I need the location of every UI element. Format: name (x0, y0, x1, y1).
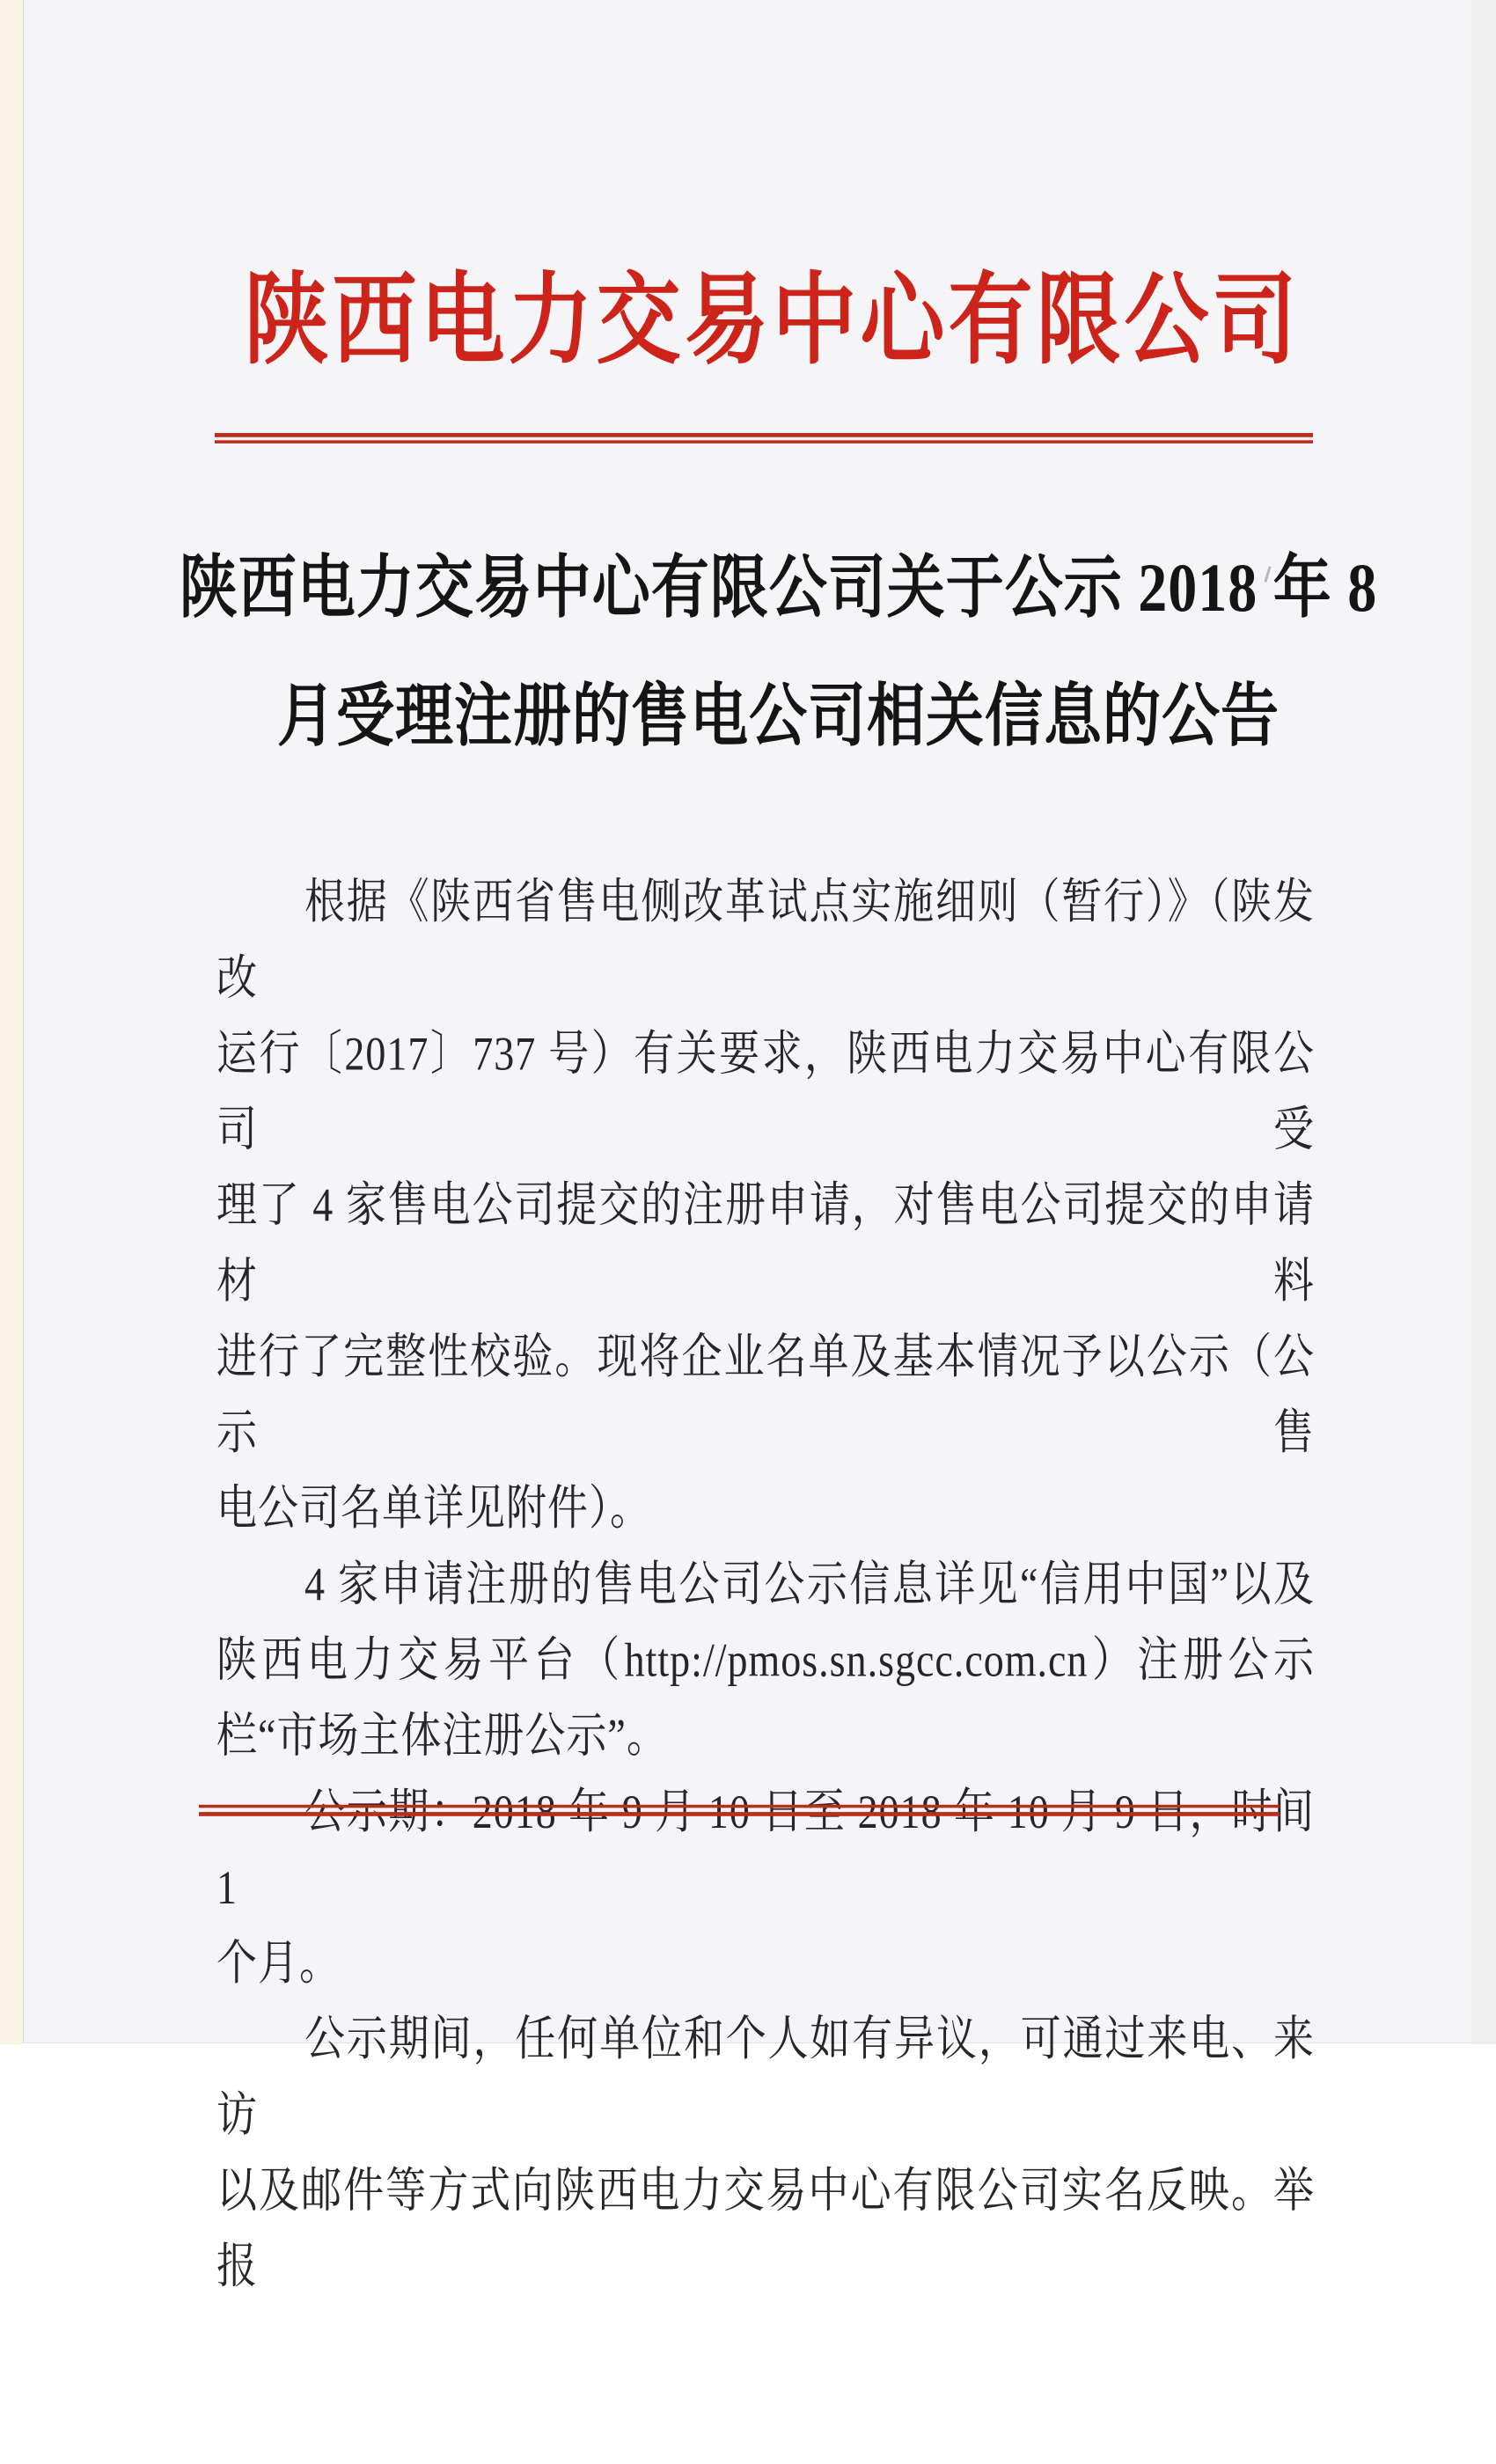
title-line-2: 月受理注册的售电公司相关信息的公告 (277, 678, 1280, 755)
body-line: 电公司名单详见附件）。 (216, 1481, 651, 1536)
body-line: 陕西电力交易平台（http://pmos.sn.sgcc.com.cn）注册公示 (216, 1633, 1315, 1687)
body-line: 以及邮件等方式向陕西电力交易中心有限公司实名反映。举报 (216, 2164, 1315, 2293)
page-content (24, 0, 1471, 2293)
scanner-margin-right (1471, 0, 1496, 2044)
body-line: 理了 4 家售电公司提交的注册申请，对售电公司提交的申请材料 (216, 1178, 1315, 1308)
body-line: 4 家申请注册的售电公司公示信息详见“信用中国”以及 (304, 1557, 1315, 1611)
document-page (23, 0, 1471, 2293)
body-line: 根据《陕西省售电侧改革试点实施细则（暂行）》（陕发改 (216, 875, 1315, 1005)
body-line: 栏“市场主体注册公示”。 (216, 1709, 668, 1763)
paragraph (216, 1546, 1315, 1773)
document-body (216, 864, 1315, 2305)
title-line-1: 陕西电力交易中心有限公司关于公示 2018 年 8 (179, 550, 1378, 627)
body-line: 公示期间，任何单位和个人如有异议，可通过来电、来访 (216, 2012, 1315, 2142)
paragraph (216, 2001, 1315, 2305)
letterhead-rule (215, 433, 1313, 444)
paragraph (216, 864, 1315, 1546)
body-line: 公示期：2018 年 9 月 10 日至 2018 年 10 月 9 日，时间 1 (216, 1785, 1315, 1914)
letterhead-company-name: 陕西电力交易中心有限公司 (244, 264, 1301, 377)
body-line: 进行了完整性校验。现将企业名单及基本情况予以公示（公示售 (216, 1330, 1315, 1459)
scanner-margin-left (0, 0, 23, 2044)
document-title (24, 524, 1471, 782)
body-line: 运行〔2017〕737 号）有关要求，陕西电力交易中心有限公司受 (216, 1027, 1315, 1156)
body-line: 个月。 (216, 1936, 341, 1990)
footer-rule (199, 1805, 1280, 1816)
